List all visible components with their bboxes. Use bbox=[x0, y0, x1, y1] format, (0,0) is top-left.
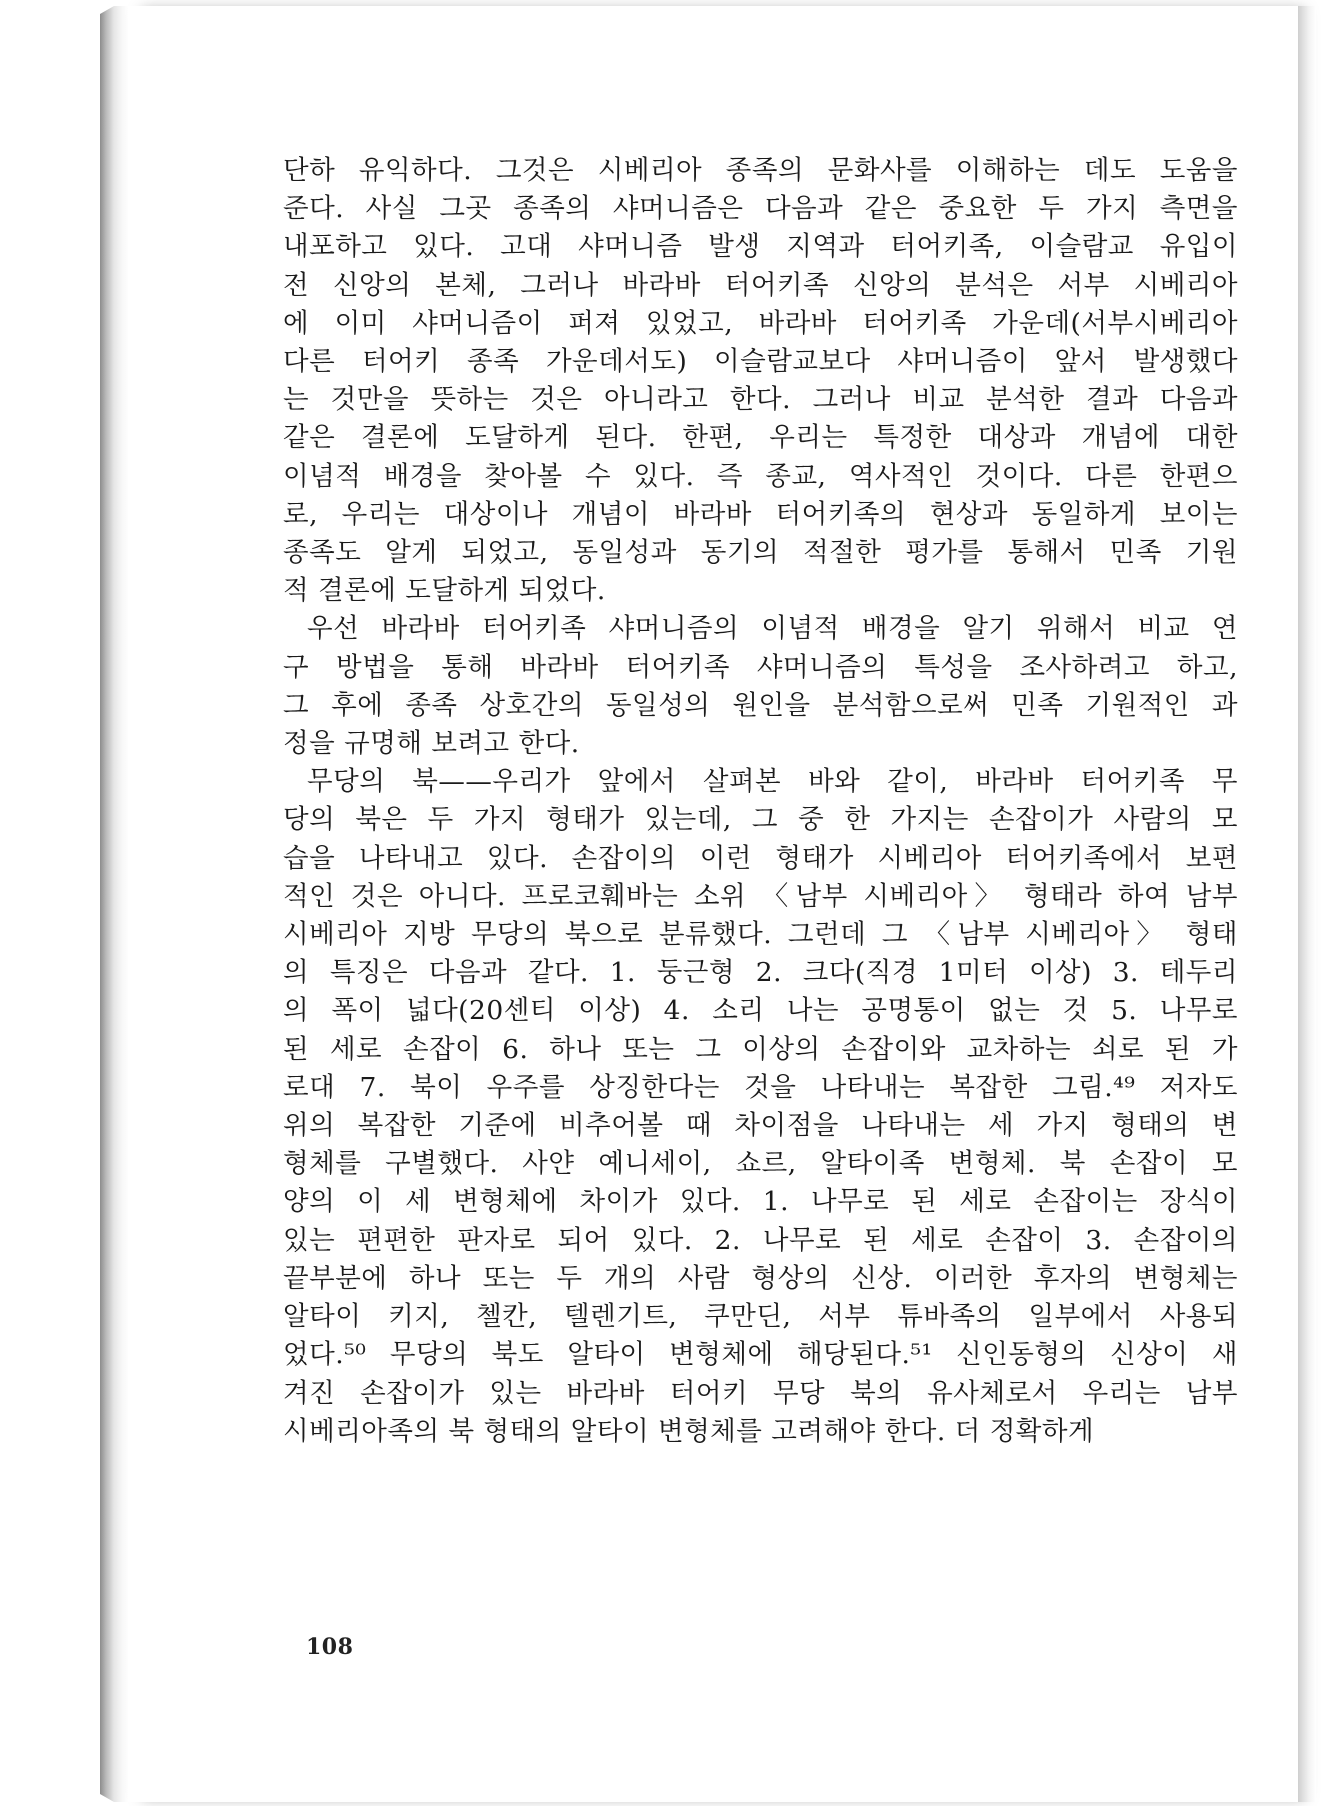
text-line: 내포하고 있다. 고대 샤머니즘 발생 지역과 터어키족, 이슬람교 유입이 bbox=[283, 231, 1238, 263]
text-line: 있는 편편한 판자로 되어 있다. 2. 나무로 된 세로 손잡이 3. 손잡이의 bbox=[283, 1224, 1238, 1256]
text-line: 구 방법을 통해 바라바 터어키족 샤머니즘의 특성을 조사하려고 하고, bbox=[283, 651, 1238, 683]
text-line: 의 특징은 다음과 같다. 1. 둥근형 2. 크다(직경 1미터 이상) 3. 테두리 bbox=[283, 957, 1238, 989]
text-line: 이념적 배경을 찾아볼 수 있다. 즉 종교, 역사적인 것이다. 다른 한편으 bbox=[283, 460, 1238, 492]
text-line: 로대 7. 북이 우주를 상징한다는 것을 나타내는 복잡한 그림.⁴⁹ 저자도 bbox=[283, 1071, 1238, 1103]
text-line: 적인 것은 아니다. 프로코훼바는 소위 〈남부 시베리아〉 형태라 하여 남부 bbox=[283, 880, 1238, 912]
paragraph bbox=[283, 610, 1238, 763]
text-line: 시베리아족의 북 형태의 알타이 변형체를 고려해야 한다. 더 정확하게 bbox=[283, 1415, 1095, 1447]
text-line: 종족도 알게 되었고, 동일성과 동기의 적절한 평가를 통해서 민족 기원 bbox=[283, 537, 1238, 569]
text-line: 위의 복잡한 기준에 비추어볼 때 차이점을 나타내는 세 가지 형태의 변 bbox=[283, 1110, 1238, 1142]
page-number: 108 bbox=[306, 1634, 354, 1660]
text-line: 그 후에 종족 상호간의 동일성의 원인을 분석함으로써 민족 기원적인 과 bbox=[283, 689, 1238, 721]
text-line: 우선 바라바 터어키족 샤머니즘의 이념적 배경을 알기 위해서 비교 연 bbox=[307, 613, 1238, 645]
body-text bbox=[283, 152, 1238, 1451]
text-line: 무당의 북——우리가 앞에서 살펴본 바와 같이, 바라바 터어키족 무 bbox=[307, 766, 1238, 798]
text-line: 었다.⁵⁰ 무당의 북도 알타이 변형체에 해당된다.⁵¹ 신인동형의 신상이 새 bbox=[283, 1339, 1238, 1371]
text-line: 정을 규명해 보려고 한다. bbox=[283, 728, 580, 760]
text-line: 에 이미 샤머니즘이 퍼져 있었고, 바라바 터어키족 가운데(서부시베리아 bbox=[283, 307, 1238, 339]
text-line: 다른 터어키 종족 가운데서도) 이슬람교보다 샤머니즘이 앞서 발생했다 bbox=[283, 346, 1238, 378]
paragraph bbox=[283, 152, 1238, 610]
text-line: 형체를 구별했다. 사얀 예니세이, 쇼르, 알타이족 변형체. 북 손잡이 모 bbox=[283, 1148, 1238, 1180]
text-line: 끝부분에 하나 또는 두 개의 사람 형상의 신상. 이러한 후자의 변형체는 bbox=[283, 1262, 1238, 1294]
paragraph bbox=[283, 763, 1238, 1451]
text-line: 겨진 손잡이가 있는 바라바 터어키 무당 북의 유사체로서 우리는 남부 bbox=[283, 1377, 1238, 1409]
text-line: 는 것만을 뜻하는 것은 아니라고 한다. 그러나 비교 분석한 결과 다음과 bbox=[283, 384, 1238, 416]
text-line: 같은 결론에 도달하게 된다. 한편, 우리는 특정한 대상과 개념에 대한 bbox=[283, 422, 1238, 454]
text-line: 전 신앙의 본체, 그러나 바라바 터어키족 신앙의 분석은 서부 시베리아 bbox=[283, 269, 1238, 301]
text-line: 시베리아 지방 무당의 북으로 분류했다. 그런데 그 〈남부 시베리아〉 형태 bbox=[283, 919, 1238, 951]
text-line: 당의 북은 두 가지 형태가 있는데, 그 중 한 가지는 손잡이가 사람의 모 bbox=[283, 804, 1238, 836]
text-line: 단하 유익하다. 그것은 시베리아 종족의 문화사를 이해하는 데도 도움을 bbox=[283, 155, 1238, 186]
text-line: 적 결론에 도달하게 되었다. bbox=[283, 575, 606, 607]
text-line: 알타이 키지, 첼칸, 텔렌기트, 쿠만딘, 서부 튜바족의 일부에서 사용되 bbox=[283, 1301, 1238, 1333]
text-line: 된 세로 손잡이 6. 하나 또는 그 이상의 손잡이와 교차하는 쇠로 된 가 bbox=[283, 1033, 1238, 1065]
text-line: 습을 나타내고 있다. 손잡이의 이런 형태가 시베리아 터어키족에서 보편 bbox=[283, 842, 1238, 874]
text-line: 의 폭이 넓다(20센티 이상) 4. 소리 나는 공명통이 없는 것 5. 나무로 bbox=[283, 995, 1238, 1027]
text-line: 양의 이 세 변형체에 차이가 있다. 1. 나무로 된 세로 손잡이는 장식이 bbox=[283, 1186, 1238, 1218]
text-line: 로, 우리는 대상이나 개념이 바라바 터어키족의 현상과 동일하게 보이는 bbox=[283, 498, 1238, 530]
text-line: 준다. 사실 그곳 종족의 샤머니즘은 다음과 같은 중요한 두 가지 측면을 bbox=[283, 193, 1238, 225]
